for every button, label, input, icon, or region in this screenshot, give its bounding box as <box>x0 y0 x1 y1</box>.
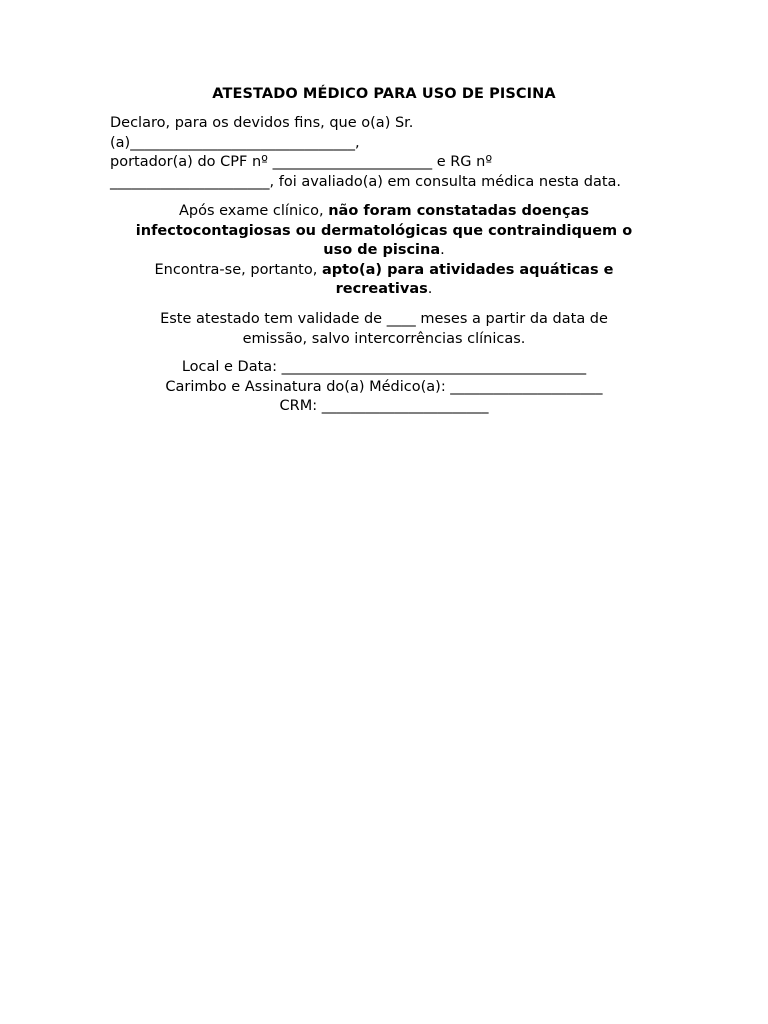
exam-line-4-plain: Encontra-se, portanto, <box>154 261 322 278</box>
declaration-paragraph <box>110 114 690 192</box>
carimbo-assinatura-line: Carimbo e Assinatura do(a) Médico(a): _____________________ <box>165 378 603 395</box>
exam-line-1-bold: não foram constatadas doenças <box>328 203 590 219</box>
exam-line-5 <box>100 280 668 300</box>
crm-line: CRM: _______________________ <box>279 398 489 414</box>
exam-line-2 <box>100 222 668 242</box>
exam-paragraph <box>100 202 668 300</box>
exam-line-3 <box>100 241 668 261</box>
declaration-line-2: (a)_______________________________, <box>110 134 360 151</box>
exam-line-1 <box>100 202 668 222</box>
declaration-line-3: portador(a) do CPF nº ______________________ e RG nº <box>110 154 493 170</box>
validity-line-1: Este atestado tem validade de ____ meses a partir da data de <box>160 311 608 327</box>
declaration-line-1: Declaro, para os devidos fins, que o(a) Sr. <box>110 115 414 131</box>
exam-line-4-bold: apto(a) para atividades aquáticas e <box>321 261 614 278</box>
exam-line-3-plain: . <box>440 242 445 258</box>
exam-line-3-bold: uso de piscina <box>323 242 441 258</box>
exam-line-4 <box>100 261 668 281</box>
exam-line-5-plain: . <box>427 281 433 297</box>
signature-block <box>100 358 668 417</box>
exam-line-1-plain: Após exame clínico, <box>178 203 329 219</box>
declaration-line-4: ______________________, foi avaliado(a) em consulta médica nesta data. <box>110 173 622 190</box>
document-title: ATESTADO MÉDICO PARA USO DE PISCINA <box>212 86 556 102</box>
local-data-line: Local e Data: __________________________________________ <box>181 359 587 375</box>
exam-line-2-bold: infectocontagiosas ou dermatológicas que contraindiquem o <box>135 222 633 239</box>
exam-line-5-bold: recreativas <box>335 281 428 297</box>
validity-line-2: emissão, salvo intercorrências clínicas. <box>242 330 526 347</box>
validity-paragraph <box>100 310 668 349</box>
